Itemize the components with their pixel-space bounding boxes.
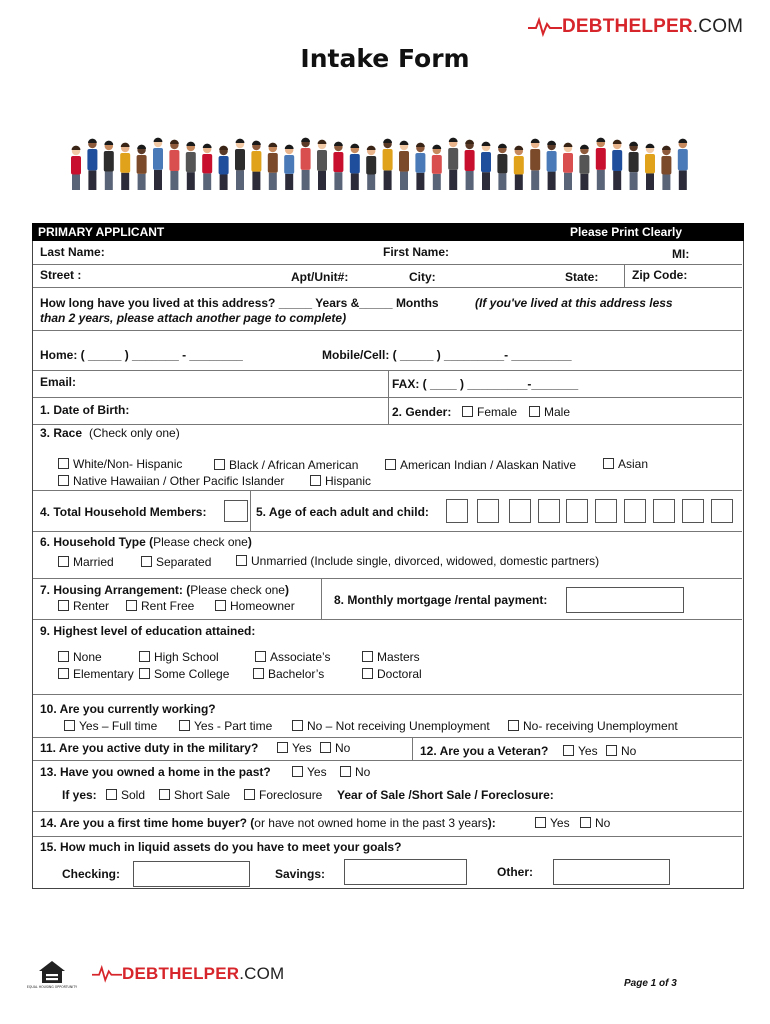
checkbox-icon[interactable] <box>64 720 75 731</box>
person-figure <box>678 139 688 190</box>
mobile-phone-label: Mobile/Cell: ( _____ ) _________- _________ <box>322 348 572 362</box>
person-figure <box>169 140 179 190</box>
age-box[interactable] <box>595 499 617 523</box>
savings-label: Savings: <box>275 867 326 881</box>
person-figure <box>71 146 81 190</box>
mortgage-field[interactable] <box>566 587 684 613</box>
if-yes-label: If yes: <box>62 788 97 802</box>
liquid-assets-label: 15. How much in liquid assets do you have to meet your goals? <box>40 840 402 854</box>
brand-logo: DEBTHELPER.COM <box>528 16 743 38</box>
svg-text:EQUAL HOUSING OPPORTUNITY: EQUAL HOUSING OPPORTUNITY <box>26 985 78 989</box>
other-label: Other: <box>497 865 533 879</box>
person-figure <box>350 144 360 190</box>
person-figure <box>465 140 475 190</box>
home-phone-label: Home: ( _____ ) _______ - ________ <box>40 348 243 362</box>
first-name-label: First Name: <box>383 245 450 259</box>
checkbox-icon[interactable] <box>58 668 69 679</box>
education-option-masters[interactable]: Masters <box>362 650 420 664</box>
checkbox-icon[interactable] <box>141 556 152 567</box>
person-figure <box>186 142 196 190</box>
checking-field[interactable] <box>133 861 250 887</box>
household-option-married[interactable]: Married <box>58 555 114 569</box>
checkbox-icon[interactable] <box>320 742 331 753</box>
page-number: Page 1 of 3 <box>624 978 677 989</box>
primary-applicant-label: PRIMARY APPLICANT <box>38 225 165 239</box>
veteran-no-option[interactable]: No <box>606 744 636 758</box>
age-box[interactable] <box>538 499 560 523</box>
how-long-note: (If you've lived at this address less <box>475 296 673 310</box>
race-option-hispanic[interactable]: Hispanic <box>310 474 371 488</box>
age-box[interactable] <box>446 499 468 523</box>
owned-yes-option[interactable]: Yes <box>292 765 327 779</box>
checkbox-icon[interactable] <box>385 459 396 470</box>
checkbox-icon[interactable] <box>106 789 117 800</box>
savings-field[interactable] <box>344 859 467 885</box>
person-figure <box>612 140 622 190</box>
person-figure <box>137 145 147 190</box>
checkbox-icon[interactable] <box>310 475 321 486</box>
race-option-black[interactable]: Black / African American <box>214 458 358 472</box>
print-clearly-label: Please Print Clearly <box>569 225 682 239</box>
checkbox-icon[interactable] <box>580 817 591 828</box>
education-option-none[interactable]: None <box>58 650 102 664</box>
first-time-no-option[interactable]: No <box>580 816 610 830</box>
checkbox-icon[interactable] <box>462 406 473 417</box>
other-field[interactable] <box>553 859 670 885</box>
person-figure <box>284 145 294 190</box>
first-time-buyer-label: 14. Are you a first time home buyer? (or have not owned home in the past 3 years): <box>40 816 496 830</box>
checkbox-icon[interactable] <box>277 742 288 753</box>
last-name-label: Last Name: <box>40 245 105 259</box>
person-figure <box>219 146 229 190</box>
owned-no-option[interactable]: No <box>340 765 370 779</box>
checkbox-icon[interactable] <box>340 766 351 777</box>
working-option-no-unemployment[interactable]: No – Not receiving Unemployment <box>292 719 490 733</box>
person-figure <box>333 142 343 190</box>
checkbox-icon[interactable] <box>508 720 519 731</box>
person-figure <box>399 141 409 190</box>
race-option-american-indian[interactable]: American Indian / Alaskan Native <box>385 458 576 472</box>
race-label: 3. Race <box>40 426 83 440</box>
checkbox-icon[interactable] <box>139 651 150 662</box>
person-figure <box>563 143 573 190</box>
year-of-sale-label: Year of Sale /Short Sale / Foreclosure: <box>337 788 554 802</box>
housing-label: 7. Housing Arrangement: (Please check one) <box>40 583 289 597</box>
housing-option-homeowner[interactable]: Homeowner <box>215 599 295 613</box>
working-label: 10. Are you currently working? <box>40 702 216 716</box>
gender-male-option[interactable]: Male <box>529 405 570 419</box>
person-figure <box>104 141 114 190</box>
heartbeat-icon <box>528 16 562 36</box>
person-figure <box>579 145 589 190</box>
education-option-some-college[interactable]: Some College <box>139 667 229 681</box>
checkbox-icon[interactable] <box>563 745 574 756</box>
ages-label: 5. Age of each adult and child: <box>256 505 429 519</box>
age-box[interactable] <box>509 499 531 523</box>
dob-label: 1. Date of Birth: <box>40 403 130 417</box>
housing-option-rent-free[interactable]: Rent Free <box>126 599 194 613</box>
veteran-label: 12. Are you a Veteran? <box>420 744 549 758</box>
person-figure <box>645 144 655 190</box>
checkbox-icon[interactable] <box>58 458 69 469</box>
checkbox-icon[interactable] <box>244 789 255 800</box>
checkbox-icon[interactable] <box>58 600 69 611</box>
checkbox-icon[interactable] <box>126 600 137 611</box>
person-figure <box>432 145 442 190</box>
checkbox-icon[interactable] <box>529 406 540 417</box>
checkbox-icon[interactable] <box>606 745 617 756</box>
apt-label: Apt/Unit#: <box>291 270 349 284</box>
race-option-hawaiian[interactable]: Native Hawaiian / Other Pacific Islander <box>58 474 284 488</box>
person-figure <box>448 138 458 190</box>
equal-housing-icon <box>26 960 78 990</box>
person-figure <box>87 139 97 190</box>
checkbox-icon[interactable] <box>253 668 264 679</box>
person-figure <box>301 138 311 190</box>
veteran-yes-option[interactable]: Yes <box>563 744 598 758</box>
education-option-elementary[interactable]: Elementary <box>58 667 134 681</box>
education-option-high-school[interactable]: High School <box>139 650 219 664</box>
first-time-yes-option[interactable]: Yes <box>535 816 570 830</box>
checkbox-icon[interactable] <box>255 651 266 662</box>
housing-option-renter[interactable]: Renter <box>58 599 109 613</box>
checkbox-icon[interactable] <box>214 459 225 470</box>
education-option-doctoral[interactable]: Doctoral <box>362 667 422 681</box>
zip-label: Zip Code: <box>632 268 688 282</box>
person-figure <box>153 138 163 190</box>
checkbox-icon[interactable] <box>58 556 69 567</box>
person-figure <box>202 144 212 190</box>
state-label: State: <box>565 270 599 284</box>
education-option-associates[interactable]: Associate’s <box>255 650 330 664</box>
footer-brand-logo: DEBTHELPER.COM <box>92 964 284 984</box>
working-option-part-time[interactable]: Yes - Part time <box>179 719 272 733</box>
fax-label: FAX: ( ____ ) _________-_______ <box>392 377 579 391</box>
checkbox-icon[interactable] <box>58 475 69 486</box>
person-figure <box>497 144 507 190</box>
person-figure <box>268 143 278 190</box>
person-figure <box>481 142 491 190</box>
checkbox-icon[interactable] <box>139 668 150 679</box>
checkbox-icon[interactable] <box>362 668 373 679</box>
email-label: Email: <box>40 375 77 389</box>
checkbox-icon[interactable] <box>179 720 190 731</box>
household-type-label: 6. Household Type (Please check one) <box>40 535 252 549</box>
street-label: Street : <box>40 268 82 282</box>
page-title: Intake Form <box>300 44 470 73</box>
household-option-separated[interactable]: Separated <box>141 555 211 569</box>
person-figure <box>661 146 671 190</box>
how-long-note-2: than 2 years, please attach another page to complete) <box>40 311 347 325</box>
people-illustration <box>70 132 700 190</box>
age-box[interactable] <box>566 499 588 523</box>
education-label: 9. Highest level of education attained: <box>40 624 256 638</box>
person-figure <box>530 139 540 190</box>
checkbox-icon[interactable] <box>292 766 303 777</box>
military-yes-option[interactable]: Yes <box>277 741 312 755</box>
heartbeat-icon <box>92 964 122 982</box>
person-figure <box>366 146 376 190</box>
checkbox-icon[interactable] <box>603 458 614 469</box>
mi-label: MI: <box>672 247 690 261</box>
age-box[interactable] <box>682 499 704 523</box>
person-figure <box>596 138 606 190</box>
household-members-label: 4. Total Household Members: <box>40 505 207 519</box>
person-figure <box>415 143 425 190</box>
race-option-asian[interactable]: Asian <box>603 457 648 471</box>
owned-option-short-sale[interactable]: Short Sale <box>159 788 230 802</box>
person-figure <box>235 139 245 190</box>
age-box[interactable] <box>477 499 499 523</box>
race-option-white[interactable]: White/Non- Hispanic <box>58 457 182 471</box>
owned-home-label: 13. Have you owned a home in the past? <box>40 765 271 779</box>
person-figure <box>547 141 557 190</box>
checkbox-icon[interactable] <box>236 555 247 566</box>
race-note: (Check only one) <box>89 426 180 440</box>
household-option-unmarried[interactable]: Unmarried (Include single, divorced, widowed, domestic partners) <box>236 554 599 568</box>
person-figure <box>317 140 327 190</box>
checkbox-icon[interactable] <box>362 651 373 662</box>
city-label: City: <box>409 270 436 284</box>
person-figure <box>514 146 524 190</box>
checking-label: Checking: <box>62 867 121 881</box>
checkbox-icon[interactable] <box>58 651 69 662</box>
mortgage-label: 8. Monthly mortgage /rental payment: <box>334 593 548 607</box>
working-option-full-time[interactable]: Yes – Full time <box>64 719 157 733</box>
checkbox-icon[interactable] <box>159 789 170 800</box>
checkbox-icon[interactable] <box>292 720 303 731</box>
age-box[interactable] <box>653 499 675 523</box>
person-figure <box>120 143 130 190</box>
checkbox-icon[interactable] <box>535 817 546 828</box>
age-box[interactable] <box>711 499 733 523</box>
owned-option-foreclosure[interactable]: Foreclosure <box>244 788 322 802</box>
person-figure <box>629 142 639 190</box>
form-header <box>32 223 744 241</box>
gender-female-option[interactable]: Female <box>462 405 517 419</box>
education-option-bachelors[interactable]: Bachelor’s <box>253 667 324 681</box>
military-no-option[interactable]: No <box>320 741 350 755</box>
how-long-label: How long have you lived at this address? _____ Years &_____ Months <box>40 296 439 310</box>
person-figure <box>251 141 261 190</box>
household-members-field[interactable] <box>224 500 248 522</box>
gender-label: 2. Gender: <box>392 405 452 419</box>
military-label: 11. Are you active duty in the military? <box>40 741 259 755</box>
owned-option-sold[interactable]: Sold <box>106 788 145 802</box>
working-option-receiving-unemployment[interactable]: No- receiving Unemployment <box>508 719 678 733</box>
checkbox-icon[interactable] <box>215 600 226 611</box>
age-box[interactable] <box>624 499 646 523</box>
person-figure <box>383 139 393 190</box>
